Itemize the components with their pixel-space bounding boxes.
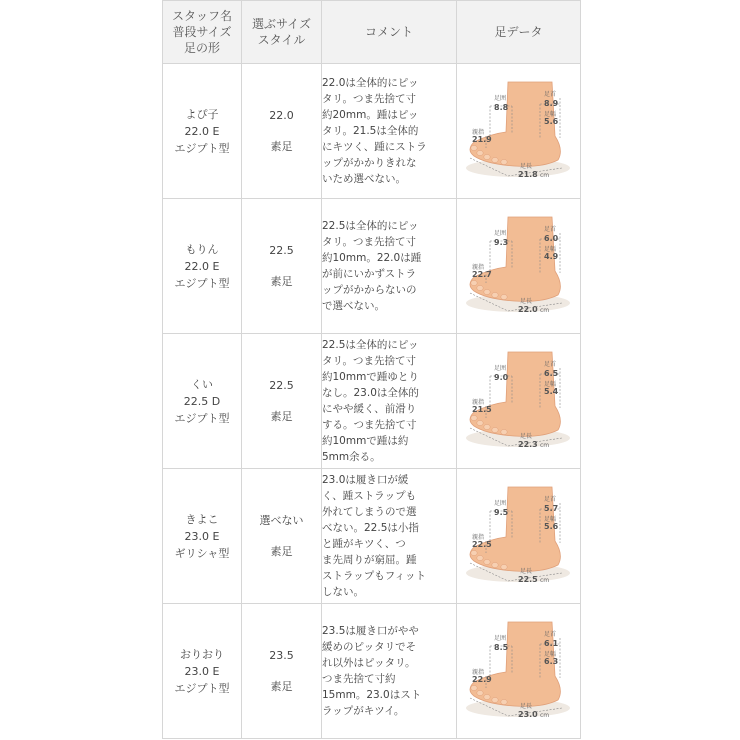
style-label: 素足: [270, 275, 293, 288]
comment-line: 約10mmで踵は約: [322, 435, 409, 447]
comment-line: 5mm余る。: [322, 451, 381, 463]
comment-line: が前にいかずストラ: [322, 268, 417, 280]
staff-name: もりん: [185, 242, 219, 256]
comment-line: べない。22.5は小指: [322, 522, 419, 534]
size-cell: [242, 334, 322, 469]
label-unit: cm: [539, 442, 549, 449]
comment-line: ま先周りが窮屈。踵: [322, 554, 417, 566]
table-row: [163, 469, 581, 604]
comment-line: く、踵ストラップも: [322, 490, 417, 502]
header-staff: スタッフ名 普段サイズ 足の形: [163, 1, 242, 64]
comment-line: タリ。つま先捨て寸: [322, 236, 416, 248]
value-instep: 9.0: [493, 373, 508, 382]
toe-shape: [500, 564, 506, 569]
toe-shape: [476, 420, 482, 425]
chosen-size: 選べない: [259, 514, 304, 527]
toe-shape: [483, 559, 489, 564]
foot-diagram: [460, 76, 578, 186]
label-ball: 親指: [471, 534, 484, 541]
label-ball: 親指: [471, 399, 484, 406]
comment-line: れ以外はピッタリ。: [322, 657, 416, 669]
label-ball: 親指: [471, 129, 484, 136]
comment-line: する。つま先捨て寸: [322, 419, 417, 431]
comment-line: 23.0は履き口が緩: [322, 474, 409, 486]
fitting-table: [162, 0, 581, 739]
toe-shape: [470, 415, 476, 420]
size-cell: [242, 199, 322, 334]
label-length: 足長: [519, 703, 532, 710]
staff-usual: 23.0 E: [184, 664, 220, 678]
value-height: 6.5: [543, 369, 558, 378]
staff-usual: 23.0 E: [184, 529, 220, 543]
label-height: 足首: [543, 496, 556, 503]
value-instep: 8.8: [493, 103, 508, 112]
label-height: 足首: [543, 91, 556, 98]
staff-cell: [163, 469, 242, 604]
label-ball: 親指: [471, 669, 484, 676]
label-unit: cm: [539, 172, 549, 179]
label-height: 足首: [543, 631, 556, 638]
comment-line: 外れてしまうので選: [322, 506, 417, 518]
label-unit: cm: [539, 307, 549, 314]
value-height: 6.0: [543, 234, 558, 243]
label-ball: 親指: [471, 264, 484, 271]
comment-line: しない。: [322, 586, 364, 598]
staff-shape: ギリシャ型: [174, 546, 230, 560]
comment-line: ストラップもフィット: [322, 570, 426, 582]
staff-name: きよこ: [185, 512, 219, 526]
comment-cell: [322, 64, 457, 199]
value-ball: 22.9: [471, 675, 492, 684]
toe-shape: [491, 292, 497, 297]
toe-shape: [483, 694, 489, 699]
label-length: 足長: [519, 568, 532, 575]
comment-line: 22.0は全体的にピッ: [322, 77, 419, 89]
value-ball: 22.5: [471, 540, 492, 549]
value-width: 5.6: [543, 522, 558, 531]
value-width: 5.6: [543, 117, 558, 126]
toe-shape: [491, 157, 497, 162]
value-length: 21.8: [517, 170, 538, 179]
comment-cell: [322, 334, 457, 469]
comment-line: 約20mm。踵はピッ: [322, 109, 419, 121]
comment-line: ラップがキツイ。: [322, 705, 405, 717]
comment-line: にキツく、踵にストラ: [322, 141, 427, 153]
comment-cell: [322, 199, 457, 334]
label-width: 足幅: [543, 246, 556, 253]
label-unit: cm: [539, 577, 549, 584]
comment-line: タリ。つま先捨て寸: [322, 93, 416, 105]
label-length: 足長: [519, 163, 532, 170]
label-length: 足長: [519, 433, 532, 440]
label-instep: 足囲: [493, 230, 506, 237]
toe-shape: [491, 562, 497, 567]
style-label: 素足: [270, 680, 293, 693]
foot-diagram: [460, 346, 578, 456]
toe-shape: [500, 294, 506, 299]
comment-line: で選べない。: [322, 300, 385, 312]
header-foot-data: 足データ: [457, 1, 581, 64]
label-width: 足幅: [543, 516, 556, 523]
toe-shape: [483, 154, 489, 159]
value-instep: 8.5: [493, 643, 508, 652]
staff-usual: 22.5 D: [183, 394, 221, 408]
label-width: 足幅: [543, 111, 556, 118]
staff-usual: 22.0 E: [184, 124, 220, 138]
label-instep: 足囲: [493, 365, 506, 372]
toe-shape: [476, 285, 482, 290]
staff-shape: エジプト型: [174, 411, 230, 425]
table-row: [163, 199, 581, 334]
toe-shape: [476, 150, 482, 155]
chosen-size: 22.5: [269, 379, 294, 392]
comment-line: 約10mm。22.0は踵: [322, 252, 422, 264]
foot-diagram: [460, 211, 578, 321]
foot-data-cell: [457, 469, 581, 604]
comment-line: ップがかかりきれな: [322, 157, 417, 169]
value-ball: 21.5: [471, 405, 492, 414]
comment-line: 約10mmで踵ゆとり: [322, 371, 419, 383]
label-instep: 足囲: [493, 635, 506, 642]
value-width: 4.9: [543, 252, 558, 261]
comment-cell: [322, 604, 457, 739]
toe-shape: [483, 289, 489, 294]
foot-diagram: [460, 616, 578, 726]
header-comment: コメント: [322, 1, 457, 64]
staff-usual: 22.0 E: [184, 259, 220, 273]
value-height: 5.7: [543, 504, 558, 513]
staff-shape: エジプト型: [174, 141, 230, 155]
staff-shape: エジプト型: [174, 681, 230, 695]
staff-name: くい: [191, 377, 213, 391]
toe-shape: [500, 159, 506, 164]
label-length: 足長: [519, 298, 532, 305]
comment-line: なし。23.0は全体的: [322, 387, 419, 399]
style-label: 素足: [270, 545, 293, 558]
comment-line: ップがかからないの: [322, 284, 417, 296]
staff-shape: エジプト型: [174, 276, 230, 290]
comment-line: にやや緩く、前滑り: [322, 403, 417, 415]
value-instep: 9.3: [493, 238, 508, 247]
size-cell: [242, 64, 322, 199]
value-height: 8.9: [543, 99, 558, 108]
value-instep: 9.5: [493, 508, 508, 517]
label-width: 足幅: [543, 381, 556, 388]
label-instep: 足囲: [493, 95, 506, 102]
label-height: 足首: [543, 361, 556, 368]
comment-cell: [322, 469, 457, 604]
staff-name: よぴ子: [185, 107, 219, 121]
comment-line: と踵がキツく、つ: [322, 538, 406, 550]
comment-line: 23.5は履き口がやや: [322, 625, 419, 637]
foot-data-cell: [457, 199, 581, 334]
staff-cell: [163, 604, 242, 739]
comment-line: つま先捨て寸約: [322, 673, 396, 685]
value-height: 6.1: [543, 639, 558, 648]
size-cell: [242, 604, 322, 739]
foot-data-cell: [457, 334, 581, 469]
toe-shape: [500, 429, 506, 434]
label-width: 足幅: [543, 651, 556, 658]
staff-cell: [163, 64, 242, 199]
table-row: [163, 64, 581, 199]
table-row: [163, 334, 581, 469]
foot-diagram: [460, 481, 578, 591]
value-width: 5.4: [543, 387, 558, 396]
comment-line: タリ。21.5は全体的: [322, 125, 419, 137]
header-size: 選ぶサイズ スタイル: [242, 1, 322, 64]
toe-shape: [491, 427, 497, 432]
chosen-size: 22.0: [269, 109, 294, 122]
staff-name: おりおり: [180, 647, 224, 661]
toe-shape: [470, 685, 476, 690]
toe-shape: [500, 699, 506, 704]
foot-data-cell: [457, 64, 581, 199]
staff-cell: [163, 199, 242, 334]
label-unit: cm: [539, 712, 549, 719]
comment-line: 緩めのピッタリでそ: [322, 641, 417, 653]
value-length: 22.3: [517, 440, 538, 449]
style-label: 素足: [270, 140, 293, 153]
style-label: 素足: [270, 410, 293, 423]
value-ball: 22.7: [471, 270, 492, 279]
value-length: 22.5: [517, 575, 538, 584]
staff-cell: [163, 334, 242, 469]
toe-shape: [491, 697, 497, 702]
table-row: [163, 604, 581, 739]
comment-line: いため選べない。: [322, 173, 406, 185]
value-ball: 21.9: [471, 135, 492, 144]
foot-data-cell: [457, 604, 581, 739]
toe-shape: [470, 550, 476, 555]
value-length: 22.0: [517, 305, 538, 314]
comment-line: タリ。つま先捨て寸: [322, 355, 416, 367]
comment-line: 22.5は全体的にピッ: [322, 339, 419, 351]
header-row: [163, 1, 581, 64]
toe-shape: [483, 424, 489, 429]
toe-shape: [470, 280, 476, 285]
toe-shape: [476, 555, 482, 560]
size-cell: [242, 469, 322, 604]
value-width: 6.3: [543, 657, 558, 666]
label-height: 足首: [543, 226, 556, 233]
toe-shape: [476, 690, 482, 695]
value-length: 23.0: [517, 710, 538, 719]
label-instep: 足囲: [493, 500, 506, 507]
comment-line: 15mm。23.0はスト: [322, 689, 422, 701]
chosen-size: 22.5: [269, 244, 294, 257]
comment-line: 22.5は全体的にピッ: [322, 220, 419, 232]
toe-shape: [470, 145, 476, 150]
chosen-size: 23.5: [269, 649, 294, 662]
